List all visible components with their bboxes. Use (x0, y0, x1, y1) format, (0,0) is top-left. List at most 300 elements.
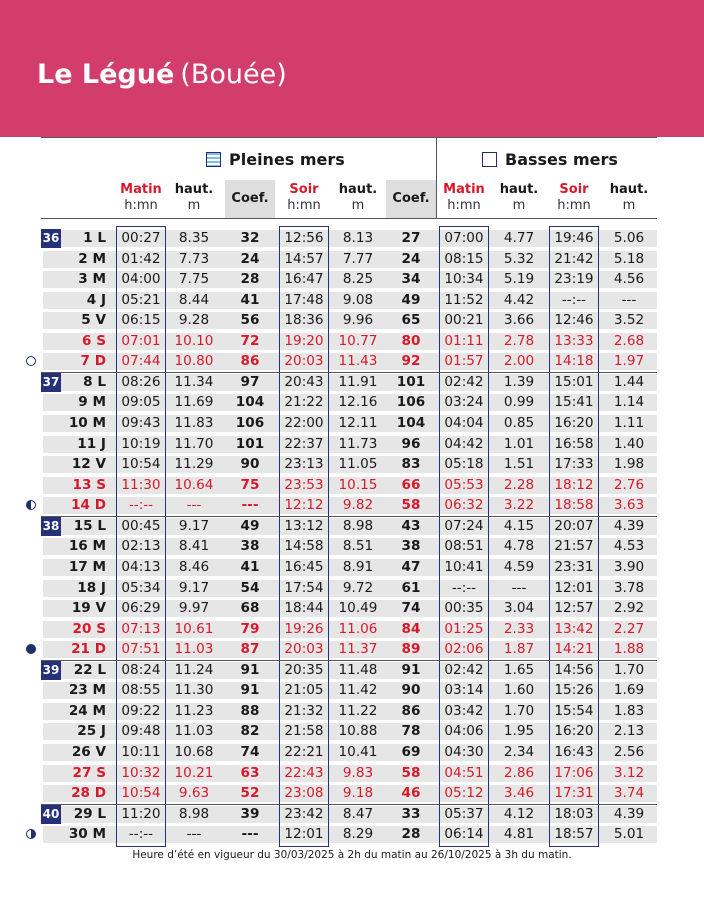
cell-bm-am-h: 0.85 (503, 415, 535, 432)
low-tides-label: Basses mers (505, 150, 618, 169)
cell-c2: 58 (401, 497, 421, 514)
cell-pm-am: 10:11 (121, 744, 161, 760)
cell-pm-pm-h: 12.11 (338, 415, 378, 432)
cell-pm-am: 06:15 (121, 312, 161, 329)
cell-pm-am-h: 10.10 (174, 332, 214, 349)
cell-bm-am: 01:11 (444, 332, 484, 349)
cell-bm-pm-h: 2.56 (613, 744, 645, 760)
cell-c1: 91 (240, 682, 260, 699)
cell-pm-pm: 22:43 (284, 764, 324, 781)
cell-bm-am-h: 0.99 (503, 394, 535, 411)
week-separator (41, 804, 657, 805)
cell-bm-pm-h: 3.78 (613, 579, 645, 596)
cell-pm-am: 11:20 (121, 805, 161, 822)
cell-day: 7 D (80, 353, 106, 370)
cell-bm-pm-h: 1.70 (613, 661, 645, 678)
full-moon-icon (26, 356, 36, 366)
cell-bm-am: 05:37 (444, 805, 484, 822)
cell-pm-am-h: 8.41 (178, 538, 210, 555)
cell-pm-pm: 16:47 (284, 271, 324, 288)
cell-day: 26 V (71, 744, 106, 760)
cell-bm-am-h: 1.70 (503, 702, 535, 719)
col-low-soir: Soir h:mn (557, 182, 591, 213)
cell-bm-am-h: 1.65 (503, 661, 535, 678)
col-low-matin: Matin h:mn (443, 182, 485, 213)
cell-c2: 90 (401, 682, 421, 699)
cell-bm-am-h: 3.66 (503, 312, 535, 329)
cell-c2: 46 (401, 785, 421, 802)
cell-pm-pm-h: 10.41 (338, 744, 378, 760)
cell-bm-am-h: 2.33 (503, 620, 535, 637)
cell-c2: 66 (401, 476, 421, 493)
cell-bm-am: 04:04 (444, 415, 484, 432)
cell-c1: 52 (240, 785, 260, 802)
cell-pm-am: --:-- (128, 497, 154, 514)
cell-pm-am-h: --- (186, 497, 202, 514)
cell-pm-am: 09:43 (121, 415, 161, 432)
cell-day: 9 M (78, 394, 106, 411)
cell-bm-am: 00:21 (444, 312, 484, 329)
cell-bm-pm-h: 1.98 (613, 456, 645, 473)
cell-c1: 72 (240, 332, 260, 349)
last-quarter-moon-icon (26, 500, 36, 510)
col-low-matin-height: haut. m (499, 182, 539, 213)
cell-bm-am-h: 3.04 (503, 600, 535, 617)
cell-c1: 63 (240, 764, 260, 781)
cell-pm-pm-h: 8.98 (342, 517, 374, 534)
week-separator (41, 516, 657, 517)
cell-c2: 78 (401, 723, 421, 740)
cell-c2: 61 (401, 579, 421, 596)
cell-c2: 69 (401, 744, 421, 760)
cell-pm-am: 00:27 (121, 230, 161, 246)
group-divider (436, 137, 437, 219)
cell-bm-pm-h: 2.27 (613, 620, 645, 637)
cell-c1: 56 (240, 312, 260, 329)
cell-pm-am-h: 10.64 (174, 476, 214, 493)
cell-bm-pm-h: 4.56 (613, 271, 645, 288)
week-separator (41, 372, 657, 373)
cell-pm-pm: 17:54 (284, 579, 324, 596)
cell-pm-am: 09:48 (121, 723, 161, 740)
cell-pm-am: 01:42 (121, 250, 161, 267)
cell-day: 4 J (86, 291, 106, 308)
cell-bm-am-h: 4.12 (503, 805, 535, 822)
cell-bm-pm-h: 4.53 (613, 538, 645, 555)
cell-pm-am: 10:32 (121, 764, 161, 781)
cell-day: 12 V (71, 456, 106, 473)
cell-bm-pm-h: 1.97 (613, 353, 645, 370)
cell-c1: 75 (240, 476, 260, 493)
cell-day: 5 V (81, 312, 106, 329)
cell-pm-pm: 12:56 (284, 230, 324, 246)
footnote: Heure d’été en vigueur du 30/03/2025 à 2h du matin au 26/10/2025 à 3h du matin. (132, 849, 572, 861)
cell-bm-am: 01:25 (444, 620, 484, 637)
cell-pm-pm: 22:37 (284, 435, 324, 452)
cell-bm-pm-h: 3.52 (613, 312, 645, 329)
cell-bm-pm: 20:07 (554, 517, 594, 534)
cell-bm-am-h: 1.01 (503, 435, 535, 452)
cell-pm-pm: 20:43 (284, 373, 324, 390)
cell-pm-am-h: 9.17 (178, 517, 210, 534)
cell-c1: 54 (240, 579, 260, 596)
cell-pm-am: 10:54 (121, 785, 161, 802)
cell-pm-pm-h: 12.16 (338, 394, 378, 411)
cell-pm-am: 07:13 (121, 620, 161, 637)
cell-c1: 38 (240, 538, 260, 555)
cell-pm-am-h: 10.80 (174, 353, 214, 370)
cell-day: 3 M (78, 271, 106, 288)
cell-c1: 39 (240, 805, 260, 822)
col-high-matin: Matin h:mn (120, 182, 162, 213)
cell-bm-pm: 15:26 (554, 682, 594, 699)
cell-day: 6 S (82, 332, 106, 349)
cell-bm-pm: 13:33 (554, 332, 594, 349)
cell-pm-am-h: 10.68 (174, 744, 214, 760)
cell-c2: 96 (401, 435, 421, 452)
cell-pm-pm-h: 11.42 (338, 682, 378, 699)
cell-bm-am-h: 3.46 (503, 785, 535, 802)
cell-pm-pm: 20:35 (284, 661, 324, 678)
cell-c1: 74 (240, 744, 260, 760)
cell-pm-am: 05:21 (121, 291, 161, 308)
cell-c2: 84 (401, 620, 421, 637)
cell-pm-am-h: 8.35 (178, 230, 210, 246)
cell-bm-am-h: 4.81 (503, 826, 535, 843)
cell-bm-pm: 18:58 (554, 497, 594, 514)
cell-bm-pm-h: 1.88 (613, 641, 645, 658)
cell-pm-am-h: 11.83 (174, 415, 214, 432)
cell-bm-pm: 23:31 (554, 558, 594, 575)
cell-pm-pm: 21:32 (284, 702, 324, 719)
cell-pm-am-h: 11.24 (174, 661, 214, 678)
cell-bm-am: 04:30 (444, 744, 484, 760)
cell-day: 14 D (71, 497, 106, 514)
cell-pm-am: 10:19 (121, 435, 161, 452)
cell-bm-am-h: 4.15 (503, 517, 535, 534)
cell-c2: 83 (401, 456, 421, 473)
cell-bm-pm: 12:57 (554, 600, 594, 617)
cell-pm-pm-h: 10.77 (338, 332, 378, 349)
cell-pm-am: 04:00 (121, 271, 161, 288)
cell-pm-am-h: 9.28 (178, 312, 210, 329)
col-coef-2: Coef. (386, 180, 436, 218)
cell-pm-pm: 21:22 (284, 394, 324, 411)
cell-bm-pm: 16:20 (554, 723, 594, 740)
cell-bm-am-h: 2.34 (503, 744, 535, 760)
cell-pm-pm: 16:45 (284, 558, 324, 575)
high-tides-label: Pleines mers (229, 150, 345, 169)
cell-bm-am: 04:06 (444, 723, 484, 740)
cell-bm-am-h: 2.78 (503, 332, 535, 349)
cell-bm-am: 01:57 (444, 353, 484, 370)
cell-bm-pm: 14:56 (554, 661, 594, 678)
cell-c2: 28 (401, 826, 421, 843)
cell-c2: 65 (401, 312, 421, 329)
cell-pm-am: --:-- (128, 826, 154, 843)
cell-bm-am: 03:14 (444, 682, 484, 699)
cell-bm-pm-h: 3.12 (613, 764, 645, 781)
cell-bm-pm: 17:06 (554, 764, 594, 781)
cell-bm-pm: 23:19 (554, 271, 594, 288)
high-tide-icon (206, 152, 221, 167)
cell-pm-pm-h: 11.43 (338, 353, 378, 370)
cell-pm-pm: 14:58 (284, 538, 324, 555)
cell-day: 8 L (83, 373, 106, 390)
cell-bm-pm-h: 1.40 (613, 435, 645, 452)
cell-pm-am: 08:26 (121, 373, 161, 390)
cell-bm-am: --:-- (451, 579, 477, 596)
cell-pm-am-h: 11.69 (174, 394, 214, 411)
cell-bm-pm-h: 3.74 (613, 785, 645, 802)
cell-pm-pm-h: 10.49 (338, 600, 378, 617)
week-number-badge: 36 (41, 229, 61, 248)
cell-bm-pm: 14:21 (554, 641, 594, 658)
top-rule (41, 137, 657, 138)
cell-c1: 91 (240, 661, 260, 678)
cell-bm-pm-h: 2.92 (613, 600, 645, 617)
cell-day: 30 M (68, 826, 106, 843)
cell-pm-am-h: 11.29 (174, 456, 214, 473)
cell-pm-pm-h: 9.72 (342, 579, 374, 596)
cell-bm-am-h: 4.78 (503, 538, 535, 555)
cell-pm-pm: 21:05 (284, 682, 324, 699)
cell-bm-pm-h: 1.83 (613, 702, 645, 719)
cell-bm-am-h: 1.39 (503, 373, 535, 390)
cell-pm-pm: 12:01 (284, 826, 324, 843)
cell-bm-am: 06:14 (444, 826, 484, 843)
cell-c2: 27 (401, 230, 421, 246)
cell-bm-am: 10:34 (444, 271, 484, 288)
first-quarter-moon-icon (26, 829, 36, 839)
cell-pm-pm-h: 8.51 (342, 538, 374, 555)
cell-bm-am-h: 5.32 (503, 250, 535, 267)
cell-pm-am-h: 10.21 (174, 764, 214, 781)
cell-pm-pm: 20:03 (284, 353, 324, 370)
cell-c1: 41 (240, 291, 260, 308)
cell-pm-am-h: 11.23 (174, 702, 214, 719)
header-rule (41, 218, 657, 219)
cell-pm-pm-h: 10.15 (338, 476, 378, 493)
week-number-badge: 39 (41, 661, 61, 680)
cell-pm-pm: 19:20 (284, 332, 324, 349)
cell-c2: 74 (401, 600, 421, 617)
cell-c2: 49 (401, 291, 421, 308)
cell-pm-am-h: 9.97 (178, 600, 210, 617)
cell-day: 21 D (71, 641, 106, 658)
cell-bm-am: 10:41 (444, 558, 484, 575)
cell-pm-pm-h: 8.13 (342, 230, 374, 246)
cell-day: 20 S (72, 620, 106, 637)
cell-pm-am-h: 8.46 (178, 558, 210, 575)
cell-bm-pm-h: 5.06 (613, 230, 645, 246)
cell-pm-pm: 18:44 (284, 600, 324, 617)
cell-pm-am: 05:34 (121, 579, 161, 596)
cell-bm-am: 08:51 (444, 538, 484, 555)
cell-bm-pm: 14:18 (554, 353, 594, 370)
cell-pm-pm: 13:12 (284, 517, 324, 534)
cell-c2: 101 (396, 373, 426, 390)
cell-pm-pm-h: 8.29 (342, 826, 374, 843)
week-number-badge: 40 (41, 805, 61, 824)
cell-pm-am: 09:05 (121, 394, 161, 411)
cell-bm-pm: 15:54 (554, 702, 594, 719)
cell-c1: 87 (240, 641, 260, 658)
cell-pm-pm-h: 9.96 (342, 312, 374, 329)
cell-bm-pm: 18:03 (554, 805, 594, 822)
cell-bm-pm-h: 4.39 (613, 517, 645, 534)
cell-pm-am-h: 11.70 (174, 435, 214, 452)
cell-bm-pm: 18:57 (554, 826, 594, 843)
cell-bm-pm-h: --- (621, 291, 637, 308)
cell-bm-am: 02:42 (444, 661, 484, 678)
cell-pm-pm: 22:00 (284, 415, 324, 432)
cell-bm-pm-h: 1.69 (613, 682, 645, 699)
cell-day: 18 J (77, 579, 106, 596)
cell-c1: 79 (240, 620, 260, 637)
new-moon-icon (26, 644, 36, 654)
cell-c1: 49 (240, 517, 260, 534)
cell-bm-pm: 13:42 (554, 620, 594, 637)
cell-bm-am: 02:42 (444, 373, 484, 390)
cell-pm-pm: 19:26 (284, 620, 324, 637)
cell-pm-am-h: 7.73 (178, 250, 210, 267)
cell-c2: 106 (396, 394, 426, 411)
cell-pm-pm-h: 9.82 (342, 497, 374, 514)
cell-bm-pm: 17:31 (554, 785, 594, 802)
cell-pm-pm: 22:21 (284, 744, 324, 760)
cell-pm-pm: 20:03 (284, 641, 324, 658)
cell-pm-am-h: 8.98 (178, 805, 210, 822)
cell-c2: 58 (401, 764, 421, 781)
cell-pm-pm: 12:12 (284, 497, 324, 514)
cell-bm-am: 04:42 (444, 435, 484, 452)
col-low-soir-height: haut. m (609, 182, 649, 213)
cell-day: 1 L (83, 230, 106, 246)
cell-bm-am-h: 1.95 (503, 723, 535, 740)
cell-day: 17 M (68, 558, 106, 575)
cell-c2: 89 (401, 641, 421, 658)
cell-pm-pm: 23:13 (284, 456, 324, 473)
col-high-soir: Soir h:mn (287, 182, 321, 213)
cell-bm-pm-h: 5.18 (613, 250, 645, 267)
cell-bm-am: 05:12 (444, 785, 484, 802)
cell-bm-pm: 21:42 (554, 250, 594, 267)
cell-bm-am-h: 2.86 (503, 764, 535, 781)
cell-bm-am-h: 1.87 (503, 641, 535, 658)
cell-pm-pm-h: 11.73 (338, 435, 378, 452)
cell-day: 15 L (73, 517, 106, 534)
cell-bm-am-h: 4.42 (503, 291, 535, 308)
cell-c1: 88 (240, 702, 260, 719)
cell-bm-pm: --:-- (561, 291, 587, 308)
cell-bm-pm-h: 2.76 (613, 476, 645, 493)
low-tides-heading (482, 149, 618, 171)
cell-pm-am: 00:45 (121, 517, 161, 534)
cell-day: 11 J (77, 435, 106, 452)
cell-day: 25 J (77, 723, 106, 740)
cell-pm-pm-h: 11.06 (338, 620, 378, 637)
cell-c2: 80 (401, 332, 421, 349)
cell-bm-am: 04:51 (444, 764, 484, 781)
cell-c1: 104 (235, 394, 265, 411)
cell-pm-am: 08:55 (121, 682, 161, 699)
cell-c1: 90 (240, 456, 260, 473)
cell-pm-pm-h: 9.18 (342, 785, 374, 802)
cell-pm-am-h: 11.30 (174, 682, 214, 699)
cell-day: 10 M (68, 415, 106, 432)
cell-pm-pm: 23:42 (284, 805, 324, 822)
cell-pm-pm: 18:36 (284, 312, 324, 329)
cell-c1: 82 (240, 723, 260, 740)
cell-pm-am: 07:44 (121, 353, 161, 370)
cell-bm-pm: 16:20 (554, 415, 594, 432)
col-high-matin-height: haut. m (174, 182, 214, 213)
cell-c1: 101 (235, 435, 265, 452)
place-name: Le Légué (37, 59, 175, 90)
cell-c2: 33 (401, 805, 421, 822)
cell-bm-pm-h: 2.13 (613, 723, 645, 740)
cell-bm-am: 08:15 (444, 250, 484, 267)
cell-pm-pm-h: 11.91 (338, 373, 378, 390)
cell-bm-pm-h: 3.90 (613, 558, 645, 575)
cell-c2: 38 (401, 538, 421, 555)
cell-pm-am-h: 11.03 (174, 641, 214, 658)
cell-pm-am-h: 11.34 (174, 373, 214, 390)
cell-bm-pm-h: 1.11 (613, 415, 645, 432)
cell-day: 19 V (71, 600, 106, 617)
cell-bm-am-h: 1.51 (503, 456, 535, 473)
cell-pm-am: 06:29 (121, 600, 161, 617)
cell-bm-pm: 15:41 (554, 394, 594, 411)
cell-bm-am-h: --- (511, 579, 527, 596)
cell-bm-am: 07:24 (444, 517, 484, 534)
cell-c1: 86 (240, 353, 260, 370)
cell-c2: 91 (401, 661, 421, 678)
cell-bm-am: 07:00 (444, 230, 484, 246)
cell-bm-pm: 12:46 (554, 312, 594, 329)
cell-c1: 41 (240, 558, 260, 575)
cell-day: 29 L (73, 805, 106, 822)
cell-pm-pm: 21:58 (284, 723, 324, 740)
cell-bm-pm: 12:01 (554, 579, 594, 596)
cell-c1: 32 (240, 230, 260, 246)
cell-pm-am-h: 10.61 (174, 620, 214, 637)
cell-pm-am-h: 11.03 (174, 723, 214, 740)
week-separator (41, 660, 657, 661)
cell-pm-pm: 23:08 (284, 785, 324, 802)
cell-pm-am-h: --- (186, 826, 202, 843)
cell-c1: 24 (240, 250, 260, 267)
cell-pm-pm-h: 11.37 (338, 641, 378, 658)
cell-bm-am-h: 3.22 (503, 497, 535, 514)
cell-day: 13 S (72, 476, 106, 493)
cell-pm-pm: 17:48 (284, 291, 324, 308)
cell-bm-am: 05:53 (444, 476, 484, 493)
cell-c1: 68 (240, 600, 260, 617)
cell-bm-pm-h: 1.44 (613, 373, 645, 390)
cell-pm-am: 10:54 (121, 456, 161, 473)
cell-c1: --- (241, 826, 259, 843)
cell-pm-am-h: 9.17 (178, 579, 210, 596)
cell-c2: 92 (401, 353, 421, 370)
cell-c1: 97 (240, 373, 260, 390)
cell-day: 27 S (72, 764, 106, 781)
cell-bm-pm-h: 4.39 (613, 805, 645, 822)
cell-c2: 104 (396, 415, 426, 432)
cell-day: 2 M (78, 250, 106, 267)
cell-bm-am: 03:24 (444, 394, 484, 411)
